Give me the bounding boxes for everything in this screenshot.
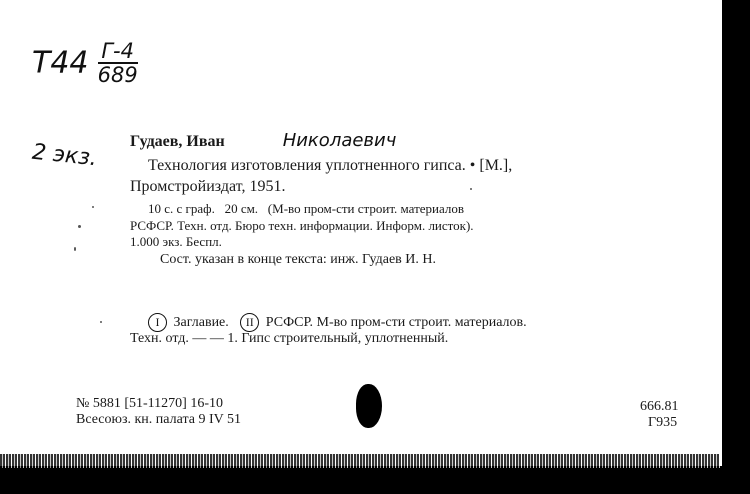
compiler-note: Сост. указан в конце текста: инж. Гудаев И. Н.	[160, 252, 437, 267]
call-number-main: Т44	[32, 45, 89, 81]
author-line	[130, 130, 396, 151]
record-number: № 5881 [51-11270] 16-10	[76, 396, 223, 411]
tracing-marker-1: I	[148, 313, 167, 332]
physical-line-3: 1.000 экз. Беспл.	[130, 234, 222, 249]
dust-speck	[92, 206, 94, 208]
title-line-2: Промстройиздат, 1951.	[130, 178, 286, 195]
publisher-line: Всесоюз. кн. палата 9 IV 51	[76, 412, 241, 427]
call-number-fraction	[98, 40, 138, 86]
author-mark: Г935	[648, 415, 678, 430]
dust-speck	[74, 247, 76, 251]
physical-line-1: 10 с. с граф. 20 см. (М-во пром-сти строит. материалов	[148, 201, 465, 216]
title-line-1: Технология изготовления уплотненного гипса. • [М.],	[148, 157, 513, 174]
author-printed: Гудаев, Иван	[130, 133, 225, 150]
classification-number: 666.81	[640, 399, 679, 414]
dust-speck	[78, 225, 81, 228]
tracing-text-1: Заглавие.	[173, 315, 229, 330]
copies-note: 2 экз.	[30, 139, 99, 172]
tracing-marker-2: II	[240, 313, 259, 332]
call-number	[32, 40, 138, 86]
scan-edge-noise	[0, 454, 720, 468]
call-number-numerator: Г-4	[98, 40, 138, 64]
dust-speck	[100, 321, 102, 323]
author-handwritten: Николаевич	[282, 130, 397, 151]
dust-speck	[470, 188, 472, 190]
ink-stamp	[356, 384, 382, 428]
tracing-line-1	[148, 313, 527, 332]
physical-line-2: РСФСР. Техн. отд. Бюро техн. информации. Информ. листок).	[130, 218, 474, 233]
tracing-line-2: Техн. отд. — — 1. Гипс строительный, уплотненный.	[130, 331, 449, 346]
tracing-text-2: РСФСР. М-во пром-сти строит. материалов.	[265, 315, 527, 330]
call-number-denominator: 689	[97, 63, 138, 87]
